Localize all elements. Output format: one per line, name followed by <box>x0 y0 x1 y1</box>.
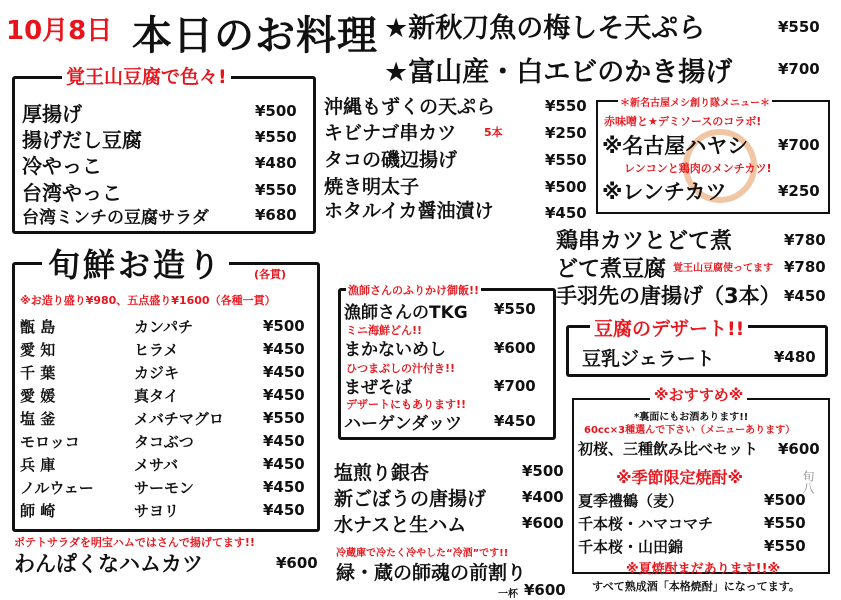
rice-note-4: デザートにもあります!! <box>346 398 467 411</box>
middle-note-2: 5本 <box>484 126 503 139</box>
sashimi-note: ※お造り盛り¥980、五点盛り¥1600（各種一貫） <box>20 294 276 307</box>
middle-price-1: ¥550 <box>545 97 587 115</box>
middle-price-4: ¥500 <box>545 178 587 196</box>
nagoya-item-1: ※名古屋ハヤシ <box>602 134 749 158</box>
sashimi-price-5: ¥550 <box>263 409 305 427</box>
tofu-title: 覚王山豆腐で色々! <box>62 62 231 89</box>
center-item-2: 新ごぼうの唐揚げ <box>334 488 487 510</box>
page-title: 本日のお料理 <box>132 13 378 59</box>
sashimi-origin-9: 師 崎 <box>20 502 56 520</box>
sashimi-price-4: ¥450 <box>263 386 305 404</box>
sashimi-fish-6: タコぶつ <box>134 433 194 451</box>
tofu-price-1: ¥500 <box>255 102 297 120</box>
middle-item-5: ホタルイカ醤油漬け <box>324 200 494 222</box>
special-price-2: ¥700 <box>778 60 820 78</box>
tofu-price-5: ¥680 <box>255 206 297 224</box>
sake-note-1: *裏面にもお酒あります!! <box>634 412 749 423</box>
tofu-item-1: 厚揚げ <box>22 102 82 126</box>
special-item-1: ★新秋刀魚の梅しそ天ぷら <box>384 13 706 44</box>
nagoya-sub2: レンコンと鶏肉のメンチカツ! <box>624 162 772 175</box>
middle-item-1: 沖縄もずくの天ぷら <box>324 96 496 118</box>
sashimi-title-note: (各貫) <box>254 268 287 281</box>
center-price-1: ¥500 <box>522 462 564 480</box>
center-item-1: 塩煎り銀杏 <box>334 462 430 484</box>
right-price-2: ¥780 <box>784 258 826 276</box>
right-note-2: 覚王山豆腐使ってます <box>673 263 773 274</box>
sashimi-fish-3: カジキ <box>134 364 180 382</box>
sashimi-origin-4: 愛 媛 <box>20 387 56 405</box>
tofu-price-3: ¥480 <box>255 154 297 172</box>
shochu-title: ※季節限定焼酎※ <box>616 468 744 487</box>
sake-title: ※おすすめ※ <box>650 384 747 405</box>
sashimi-origin-3: 千 葉 <box>20 364 56 382</box>
right-item-2: どて煮豆腐 <box>556 257 667 282</box>
sashimi-price-8: ¥450 <box>263 478 305 496</box>
rice-item-4: ハーゲンダッツ <box>344 414 462 434</box>
right-item-1: 鶏串カツとどて煮 <box>556 229 733 254</box>
sashimi-price-9: ¥450 <box>263 501 305 519</box>
dessert-title: 豆腐のデザート!! <box>590 314 748 341</box>
middle-item-4: 焼き明太子 <box>324 176 420 198</box>
date-label: 10月8日 <box>6 16 113 46</box>
nagoya-heading: ＊新名古屋メシ創り隊メニュー＊ <box>618 94 772 109</box>
sashimi-fish-4: 真タイ <box>134 387 179 405</box>
center-price-2: ¥400 <box>522 488 564 506</box>
sashimi-fish-8: サーモン <box>134 479 195 497</box>
sashimi-price-1: ¥500 <box>263 317 305 335</box>
center-price-3: ¥600 <box>522 514 564 532</box>
dessert-price: ¥480 <box>774 348 816 366</box>
nagoya-item-2: ※レンチカツ <box>602 180 727 204</box>
middle-item-2: キビナゴ串カツ <box>324 122 457 144</box>
rice-item-2: まかないめし <box>344 340 446 360</box>
reishu-price: ¥600 <box>524 581 566 599</box>
sashimi-fish-9: サヨリ <box>134 502 180 520</box>
center-item-3: 水ナスと生ハム <box>334 514 467 536</box>
tofu-price-2: ¥550 <box>255 128 297 146</box>
reishu-note: 冷蔵庫で冷たく冷やした“冷酒”です!! <box>336 548 509 559</box>
tofu-price-4: ¥550 <box>255 181 297 199</box>
reishu-unit: 一杯 <box>498 589 518 600</box>
sake-item: 初桜、三種飲み比べセット <box>578 440 759 458</box>
special-item-2: ★富山産・白エビのかき揚げ <box>384 57 733 88</box>
sashimi-title: 旬鮮お造り <box>42 240 229 286</box>
sake-footer: すべて熟成酒「本格焼酎」になってます。 <box>592 580 800 593</box>
tofu-item-5: 台湾ミンチの豆腐サラダ <box>22 208 209 228</box>
sake-note-2: 60cc×3種選んで下さい（メニューあります） <box>584 425 796 436</box>
shochu-price-1: ¥500 <box>764 491 806 509</box>
middle-item-3: タコの磯辺揚げ <box>324 149 458 171</box>
sashimi-origin-6: モロッコ <box>20 433 80 451</box>
sashimi-fish-1: カンパチ <box>134 318 193 336</box>
rice-price-2: ¥600 <box>494 339 536 357</box>
tofu-item-4: 台湾やっこ <box>22 181 122 205</box>
sashimi-fish-7: メサバ <box>134 456 179 474</box>
right-item-3: 手羽先の唐揚げ（3本） <box>556 284 781 308</box>
rice-note-1: 漁師さんのふりかけ御飯!! <box>348 284 480 297</box>
nagoya-price-2: ¥250 <box>778 182 820 200</box>
nagoya-sub1: 赤味噌と★デミソースのコラボ! <box>604 115 762 128</box>
rice-item-1: 漁師さんのTKG <box>344 303 468 323</box>
rice-note-2: ミニ海鮮どん!! <box>346 324 423 337</box>
hamkatsu-item: わんぱくなハムカツ <box>14 552 203 576</box>
rice-price-4: ¥450 <box>494 412 536 430</box>
rice-note-3: ひつまぶしの汁付き!! <box>346 362 456 375</box>
sashimi-fish-5: メバチマグロ <box>134 410 224 428</box>
right-price-1: ¥780 <box>784 231 826 249</box>
hamkatsu-price: ¥600 <box>276 554 318 572</box>
shochu-price-2: ¥550 <box>764 514 806 532</box>
special-price-1: ¥550 <box>778 18 820 36</box>
shochu-price-3: ¥550 <box>764 537 806 555</box>
sashimi-price-6: ¥450 <box>263 432 305 450</box>
dessert-item: 豆乳ジェラート <box>582 348 715 370</box>
sashimi-origin-2: 愛 知 <box>20 341 56 359</box>
shochu-item-3: 千本桜・山田錦 <box>578 538 684 556</box>
middle-price-2: ¥250 <box>545 124 587 142</box>
sashimi-price-3: ¥450 <box>263 363 305 381</box>
rice-price-3: ¥700 <box>494 377 536 395</box>
sashimi-origin-1: 甑 島 <box>20 318 56 336</box>
tofu-item-2: 揚げだし豆腐 <box>22 128 142 152</box>
right-price-3: ¥450 <box>784 287 826 305</box>
rice-item-3: まぜそば <box>344 378 412 398</box>
sashimi-price-7: ¥450 <box>263 455 305 473</box>
middle-price-5: ¥450 <box>545 204 587 222</box>
shochu-item-1: 夏季禮鶴（麦） <box>578 492 684 510</box>
sashimi-origin-8: ノルウェー <box>20 479 94 497</box>
sake-price: ¥600 <box>778 440 820 458</box>
hamkatsu-note: ポテトサラダを明宝ハムではさんで揚げてます!! <box>14 536 255 549</box>
shop-stamp: 旬八 <box>801 470 815 494</box>
middle-price-3: ¥550 <box>545 151 587 169</box>
nagoya-price-1: ¥700 <box>778 136 820 154</box>
sashimi-fish-2: ヒラメ <box>134 341 179 359</box>
shochu-item-2: 千本桜・ハマコマチ <box>578 515 714 533</box>
sashimi-origin-5: 塩 釜 <box>20 410 56 428</box>
sashimi-price-2: ¥450 <box>263 340 305 358</box>
reishu-item: 緑・蔵の師魂の前割り <box>336 562 527 584</box>
sashimi-origin-7: 兵 庫 <box>20 456 56 474</box>
tofu-item-3: 冷やっこ <box>22 154 102 178</box>
rice-price-1: ¥550 <box>494 300 536 318</box>
summer-shochu-note: ※夏焼酎まだあります!!※ <box>626 562 781 577</box>
